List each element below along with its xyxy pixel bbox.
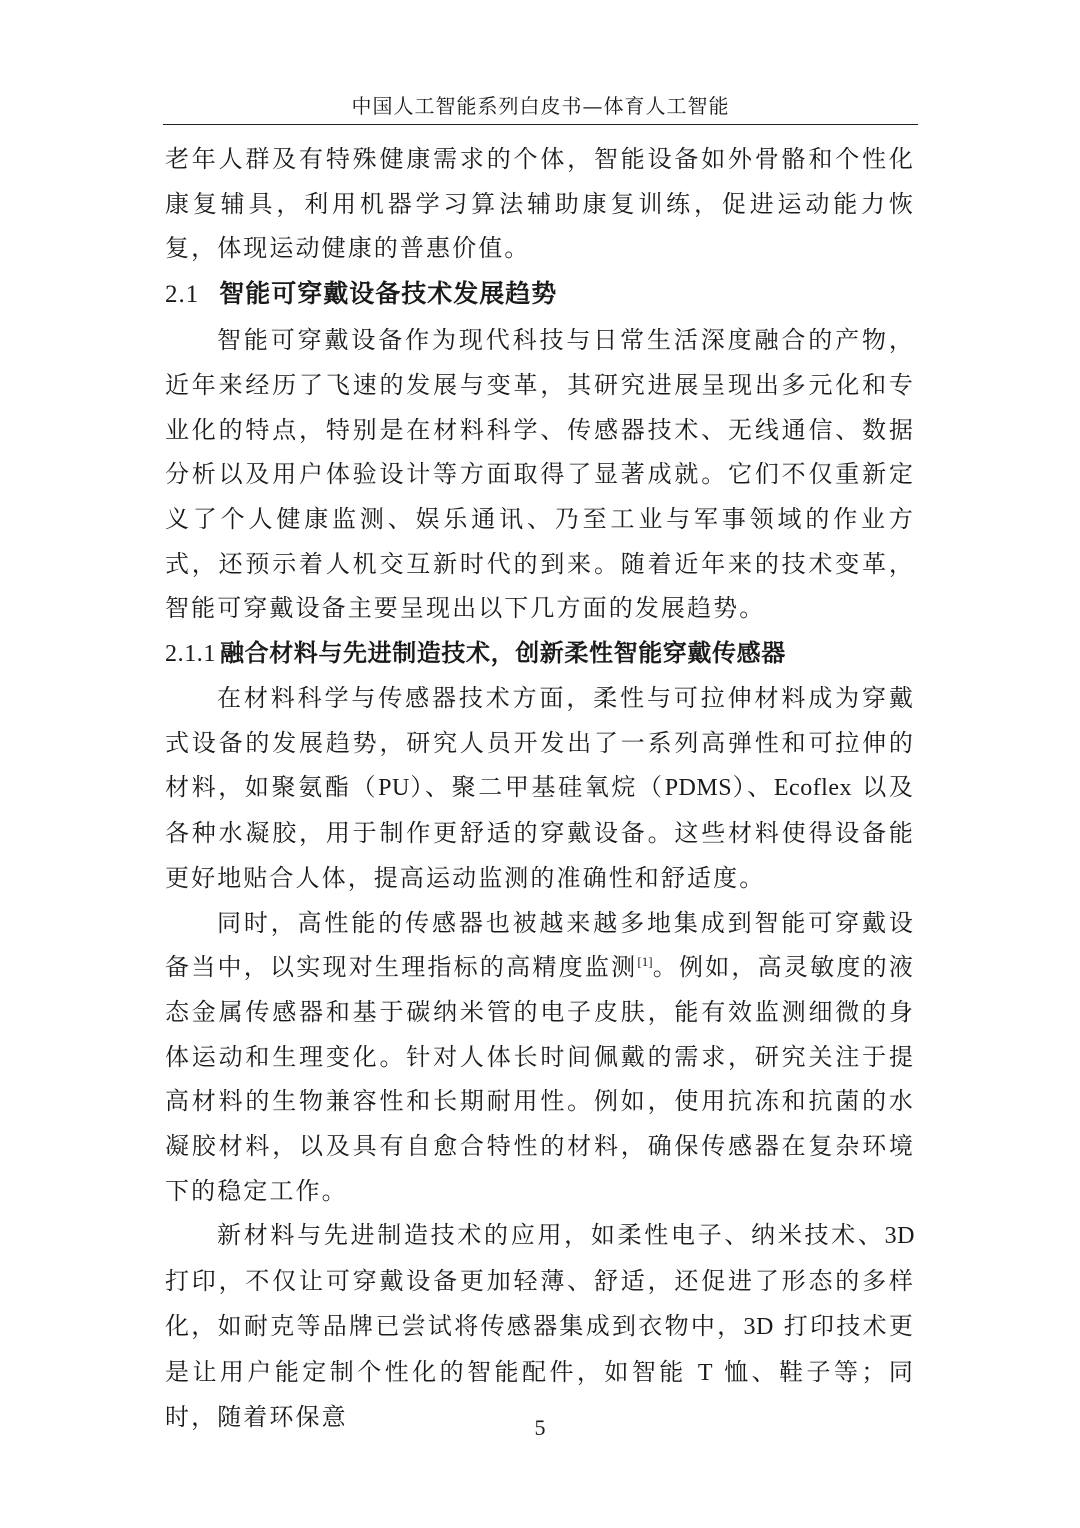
term-3d: 3D [743, 1313, 774, 1340]
term-t: T [697, 1359, 714, 1386]
text-run: ）、聚二甲基硅氧烷（ [409, 773, 665, 802]
text-run: 在材料科学与传感器技术方面，柔性与可拉伸材料成为穿戴式设备的发展趋势，研究人员开发出了一系列高弹性和可拉伸的材料，如聚氨酯（ [165, 684, 915, 802]
term-ecoflex: Ecoflex [773, 775, 852, 802]
section-title: 智能可穿戴设备技术发展趋势 [219, 279, 558, 309]
section-heading-2-1 [165, 271, 915, 318]
header-rule [163, 124, 918, 125]
text-run: 打印，不仅让可穿戴设备更加轻薄、舒适，还促进了形态的多样化，如耐克等品牌已尝试将传感器集成到衣物中， [165, 1267, 915, 1340]
text-run: 。例如，高灵敏度的液态金属传感器和基于碳纳米管的电子皮肤，能有效监测细微的身体运动和生理变化。针对人体长时间佩戴的需求，研究关注于提高材料的生物兼容性和长期耐用性。例如，使用抗冻和抗菌的水凝胶材料，以及具有自愈合特性的材料，确保传感器在复杂环境下的稳定工作。 [165, 953, 915, 1205]
section-number: 2.1 [165, 281, 200, 309]
paragraph-materials [165, 676, 915, 901]
paragraph-sensors [165, 901, 915, 1214]
subsection-title: 融合材料与先进制造技术，创新柔性智能穿戴传感器 [220, 639, 786, 668]
text-run: ）、 [732, 773, 774, 802]
subsection-number: 2.1.1 [165, 641, 216, 668]
text-run: 同时，高性能的传感器也被越来越多地集成到智能可穿戴设备当中，以实现对生理指标的高精度监测 [165, 908, 915, 982]
citation-ref: [1] [637, 954, 653, 970]
paragraph-intro: 智能可穿戴设备作为现代科技与日常生活深度融合的产物，近年来经历了飞速的发展与变革，其研究进展呈现出多元化和专业化的特点，特别是在材料科学、传感器技术、无线通信、数据分析以及用户体验设计等方面取得了显著成就。它们不仅重新定义了个人健康监测、娱乐通讯、乃至工业与军事领域的作业方式，还预示着人机交互新时代的到来。随着近年来的技术变革，智能可穿戴设备主要呈现出以下几方面的发展趋势。 [165, 326, 915, 623]
page-number: 5 [534, 1415, 546, 1440]
term-pdms: PDMS [664, 775, 733, 802]
text-run: 恤、鞋子等；同时，随着环保意 [165, 1357, 915, 1432]
text-run: 新材料与先进制造技术的应用，如柔性电子、纳米技术、 [217, 1221, 885, 1250]
page-body [165, 137, 915, 1440]
text-run: 打印技术更是让用户能定制个性化的智能配件，如智能 [165, 1311, 915, 1386]
term-3d: 3D [884, 1223, 915, 1250]
text-run: 以及各种水凝胶，用于制作更舒适的穿戴设备。这些材料使得设备能更好地贴合人体，提高运动监测的准确性和舒适度。 [165, 773, 916, 892]
paragraph-continued: 老年人群及有特殊健康需求的个体，智能设备如外骨骼和个性化康复辅具，利用机器学习算法辅助康复训练，促进运动能力恢复，体现运动健康的普惠价值。 [165, 145, 915, 263]
subsection-heading-2-1-1 [165, 631, 915, 676]
running-header: 中国人工智能系列白皮书—体育人工智能 [351, 94, 730, 118]
term-pu: PU [378, 775, 410, 802]
paragraph-manufacturing [165, 1213, 915, 1440]
